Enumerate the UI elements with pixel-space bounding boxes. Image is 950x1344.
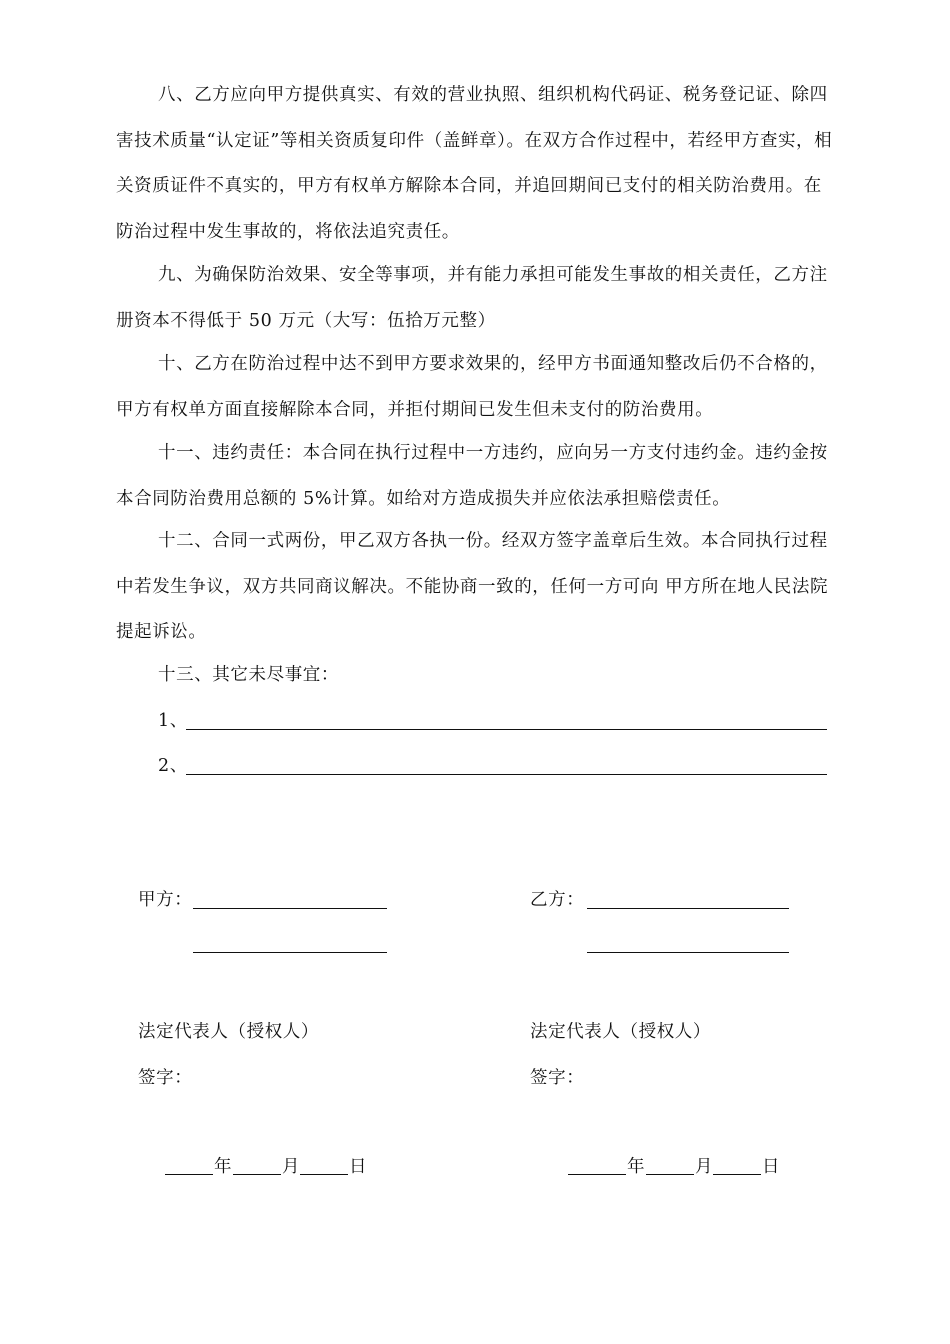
clause-8: 八、乙方应向甲方提供真实、有效的营业执照、组织机构代码证、税务登记证、除四害技术质量“认定证”等相关资质复印件（盖鲜章）。在双方合作过程中，若经甲方查实，相关资质证件不真实的，甲方有权单方解除本合同，并追回期间已支付的相关防治费用。在防治过程中发生事故的，将依法追究责任。 (116, 85, 833, 242)
clause-12: 十二、合同一式两份，甲乙双方各执一份。经双方签字盖章后生效。本合同执行过程中若发生争议，双方共同商议解决。不能协商一致的，任何一方可向 甲方所在地人民法院提起诉讼。 (116, 531, 829, 642)
party-b-name-blank[interactable] (587, 908, 789, 909)
party-b-day-blank[interactable] (713, 1174, 761, 1175)
party-b-month-label: 月 (695, 1157, 714, 1177)
party-b-label: 乙方： (530, 890, 585, 910)
party-a-day-label: 日 (349, 1157, 368, 1177)
party-a-month-label: 月 (282, 1157, 301, 1177)
other-item-2-label: 2、 (158, 756, 188, 776)
party-b-month-blank[interactable] (646, 1174, 694, 1175)
party-a-month-blank[interactable] (233, 1174, 281, 1175)
clause-9: 九、为确保防治效果、安全等事项，并有能力承担可能发生事故的相关责任，乙方注册资本不得低于 50 万元（大写：伍拾万元整） (116, 265, 828, 331)
clause-13: 十三、其它未尽事宜： (158, 665, 339, 685)
party-a-year-blank[interactable] (165, 1174, 213, 1175)
party-b-year-blank[interactable] (568, 1174, 626, 1175)
clause-10: 十、乙方在防治过程中达不到甲方要求效果的，经甲方书面通知整改后仍不合格的，甲方有权单方面直接解除本合同，并拒付期间已发生但未支付的防治费用。 (116, 354, 828, 420)
party-a-rep-label: 法定代表人（授权人） (138, 1022, 319, 1042)
clause-11: 十一、违约责任：本合同在执行过程中一方违约，应向另一方支付违约金。违约金按本合同防治费用总额的 5%计算。如给对方造成损失并应依法承担赔偿责任。 (116, 443, 828, 509)
party-b-sign-label: 签字： (530, 1068, 585, 1088)
party-a-year-label: 年 (214, 1157, 233, 1177)
party-b-rep-label: 法定代表人（授权人） (530, 1022, 711, 1042)
party-a-name-blank[interactable] (193, 908, 387, 909)
party-a-sign-label: 签字： (138, 1068, 193, 1088)
party-b-name-blank-2[interactable] (587, 952, 789, 953)
party-a-day-blank[interactable] (300, 1174, 348, 1175)
other-item-2-blank[interactable] (186, 774, 827, 775)
party-b-year-label: 年 (627, 1157, 646, 1177)
party-a-label: 甲方： (138, 890, 193, 910)
party-b-day-label: 日 (762, 1157, 781, 1177)
other-item-1-label: 1、 (158, 711, 188, 731)
other-item-1-blank[interactable] (186, 729, 827, 730)
party-a-name-blank-2[interactable] (193, 952, 387, 953)
